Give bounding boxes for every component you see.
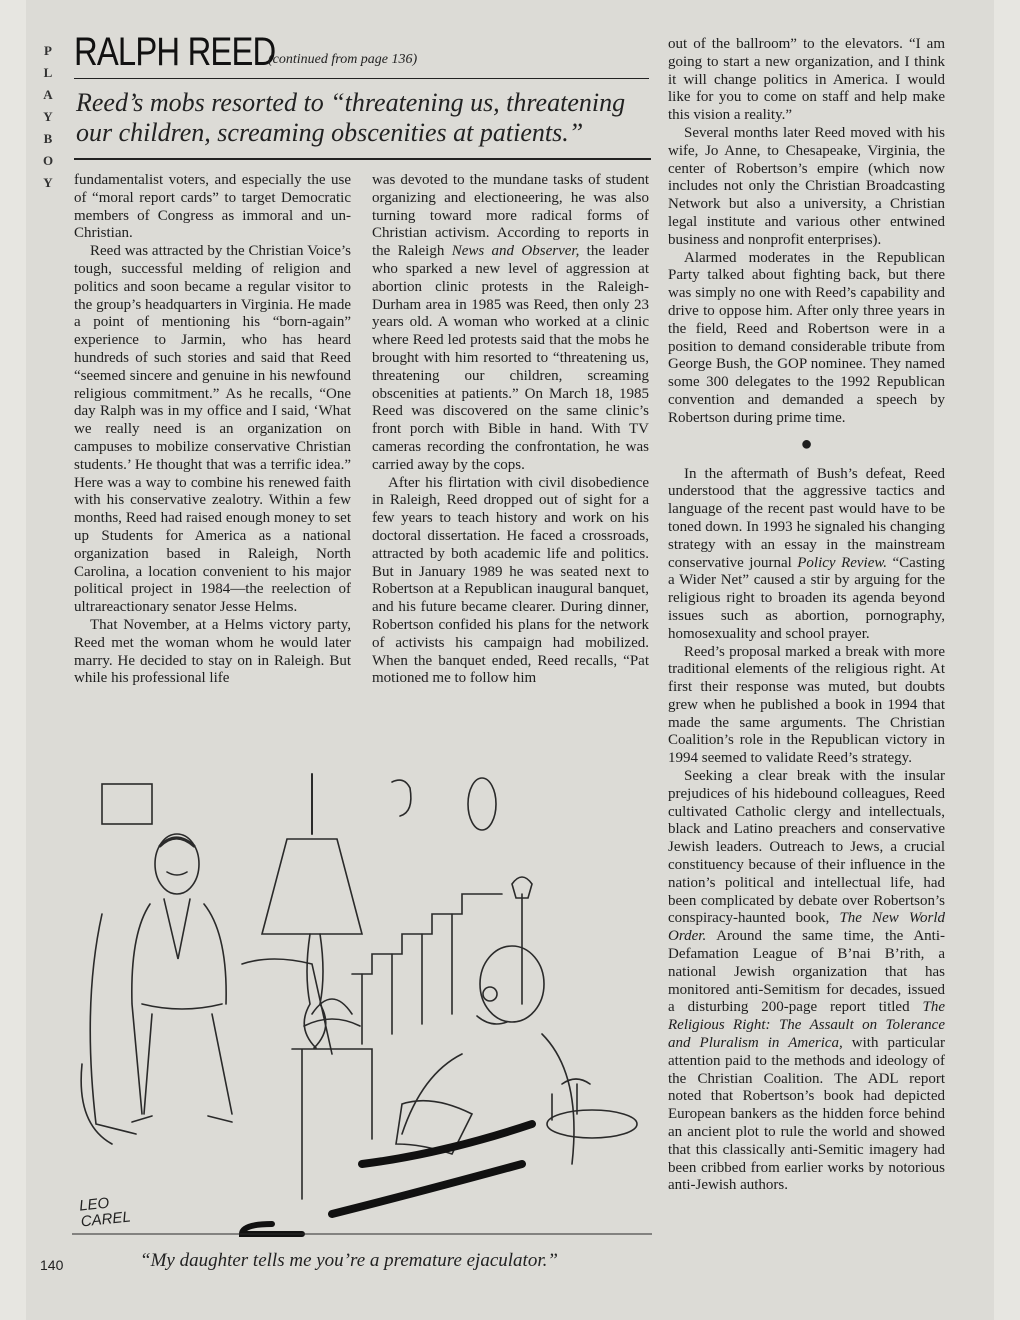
plant — [304, 999, 360, 1026]
paragraph: fundamentalist voters, and especially the use of “moral report cards” to target Democratic members of Congress as immoral and un-Christian. — [74, 172, 351, 242]
side-letter: Y — [43, 109, 53, 124]
side-letter: L — [43, 65, 53, 80]
paragraph: That November, at a Helms victory party, Reed met the woman whom he would later marry. He decided to stay on in Raleigh. But while his professional life — [74, 616, 351, 687]
lamp-shade — [262, 839, 362, 934]
paragraph: Several months later Reed moved with his wife, Jo Anne, to Chesapeake, Virginia, the center of Robertson’s empire (which now includes not only the Christian Broadcasting Network but also a university, a Christian legal institute and various other entwined business and nonprofit enterprises). — [668, 124, 945, 248]
book-title: The New World Order. — [668, 910, 945, 945]
article-title: RALPH REED — [74, 30, 276, 74]
article-header — [74, 30, 649, 79]
magazine-side-label — [40, 40, 56, 194]
paragraph — [668, 768, 945, 1195]
column-2 — [372, 172, 649, 688]
father-body — [402, 1034, 574, 1164]
cartoon-drawing — [72, 764, 652, 1246]
column-3 — [668, 36, 945, 1195]
cartoon-illustration — [72, 764, 652, 1246]
artist-signature — [78, 1193, 131, 1230]
paragraph: Reed’s proposal marked a break with more traditional elements of the religious right. At first their response was muted, but doubts grew when he published a book in 1994 that made the same arguments. The Christian Coalition’s role in the Republican victory in 1994 seemed to validate Reed’s strategy. — [668, 643, 945, 767]
wall-frame — [102, 784, 152, 824]
side-table — [292, 1049, 372, 1199]
column-1 — [74, 172, 351, 688]
text-run: was devoted to the mundane tasks of student organizing and electioneering, he was also turning toward more radical forms of Christian activism. According to reports in the Raleigh — [372, 172, 649, 260]
paragraph: Reed was attracted by the Christian Voice’s tough, successful melding of religion and politics and soon became a regular visitor to the group’s headquarters in Virginia. He made a point of mentioning his “born-again” experience to Jarmin, who has heard hundreds of such stories and said that Reed “seemed sincere and genuine in his newfound religious commitment.” As he recalls, “One day Ralph was in my office and I said, ‘What we really need is an organization on campuses to mobilize conservative Christian students.’ He thought that was a terrific idea.” Here was a way to combine his renewed faith with his conservative zealotry. Within a few months, Reed had raised enough money to set up Students for America as a national organization based in Raleigh, North Carolina, a location convenient to his major political project in 1984—the reelection of ultrareactionary senator Jesse Helms. — [74, 243, 351, 616]
side-letter: Y — [43, 175, 53, 190]
father-legs — [332, 1124, 532, 1214]
book-title: The Religious Right: The Assault on Tolerance and Pluralism in America, — [668, 999, 945, 1052]
newel-post — [512, 877, 532, 1004]
paragraph: Alarmed moderates in the Republican Party talked about fighting back, but there was simply no one with Reed’s capability and drive to oppose him. After only three years in the field, Reed and Robertson were in a position to demand considerable tribute from George Bush, the GOP nominee. They named some 300 delegates to the 1992 Republican convention and demanded a speech by Robertson during prime time. — [668, 249, 945, 426]
text-run: Around the same time, the Anti-Defamation League of B’nai B’rith, a national Jewish organization that has monitored anti-Semitism for decades, issued a disturbing 200-page report titled — [668, 928, 945, 1016]
coffee-table — [547, 1110, 637, 1138]
side-letter: O — [42, 153, 54, 168]
signature-line: CAREL — [80, 1208, 132, 1231]
staircase — [352, 894, 502, 974]
paragraph — [668, 466, 945, 644]
cartoon-caption: “My daughter tells me you’re a premature ejaculator.” — [140, 1250, 558, 1271]
side-letter: A — [43, 87, 53, 102]
page-number: 140 — [40, 1257, 64, 1273]
pull-quote: Reed’s mobs resorted to “threatening us, threatening our children, screaming obscenities at patients.” — [76, 88, 626, 147]
side-letter: P — [44, 43, 52, 58]
signature-line: LEO — [78, 1194, 110, 1215]
cup — [552, 1079, 590, 1120]
text-run: In the aftermath of Bush’s defeat, Reed understood that the aggressive tactics and language of the recent past would have to be toned down. In 1993 he signaled his changing strategy with an essay in the mainstream conservative journal — [668, 465, 945, 571]
section-break-dot: ● — [800, 432, 813, 455]
continued-note: (continued from page 136) — [268, 52, 418, 67]
publication-title: Policy Review. — [797, 554, 888, 571]
paragraph — [372, 172, 649, 475]
publication-title: News and Observer, — [451, 243, 580, 260]
sofa — [90, 914, 136, 1134]
father-head — [480, 946, 544, 1022]
side-letter: B — [43, 131, 53, 146]
deck-divider — [74, 158, 651, 160]
paragraph: out of the ballroom” to the elevators. “I am going to start a new organization, and I think it will change politics in America. I would like for you to come on staff and help make this vision a reality.” — [668, 36, 945, 124]
paragraph: After his flirtation with civil disobedience in Raleigh, Reed dropped out of sight for a few years to teach history and work on his doctoral dissertation. He faced a crossroads, attracted by both academic life and politics. But in January 1989 he was seated next to Robertson at a Republican inaugural banquet, and his future became clearer. During dinner, Robertson confided his plans for the network of activists his campaign had mobilized. When the banquet ended, Reed recalls, “Pat motioned me to follow him — [372, 474, 649, 687]
wall-mirror — [468, 778, 496, 830]
text-run: “Casting a Wider Net” caused a stir by arguing for the religious right to broaden its agenda beyond issues such as abortion, pornography, homosexuality and school prayer. — [668, 554, 945, 642]
text-run: Seeking a clear break with the insular prejudices of his hidebound colleagues, Reed cultivated Catholic clergy and intellectuals, black and Latino preachers and conservative Jewish leaders. Outreach to Jews, a crucial constituency because of their influence in the nation’s political and intellectual life, had been complicated by debate over Robertson’s conspiracy-haunted book, — [668, 768, 945, 927]
text-run: with particular attention paid to the methods and ideology of the Christian Coalition. The ADL report noted that Robertson’s book had depicted European bankers as the hidden force behind an ancient plot to rule the world and showed that this classically anti-Semitic imagery had been cribbed from earlier works by notorious anti-Jewish authors. — [668, 1035, 945, 1194]
wall-sconce — [392, 780, 411, 816]
text-run: the leader who sparked a new level of aggression at abortion clinic protests in the Raleigh-Durham area in 1985 was Reed, then only 23 years old. A woman who worked at a clinic where Reed led protests said that the mobs he brought with him resorted to “threatening us, threatening our children, screaming obscenities at patients.” On March 18, 1985 Reed was discovered on the same clinic’s front porch with Bible in hand. With TV cameras recording the confrontation, he was carried away by the cops. — [372, 243, 649, 473]
